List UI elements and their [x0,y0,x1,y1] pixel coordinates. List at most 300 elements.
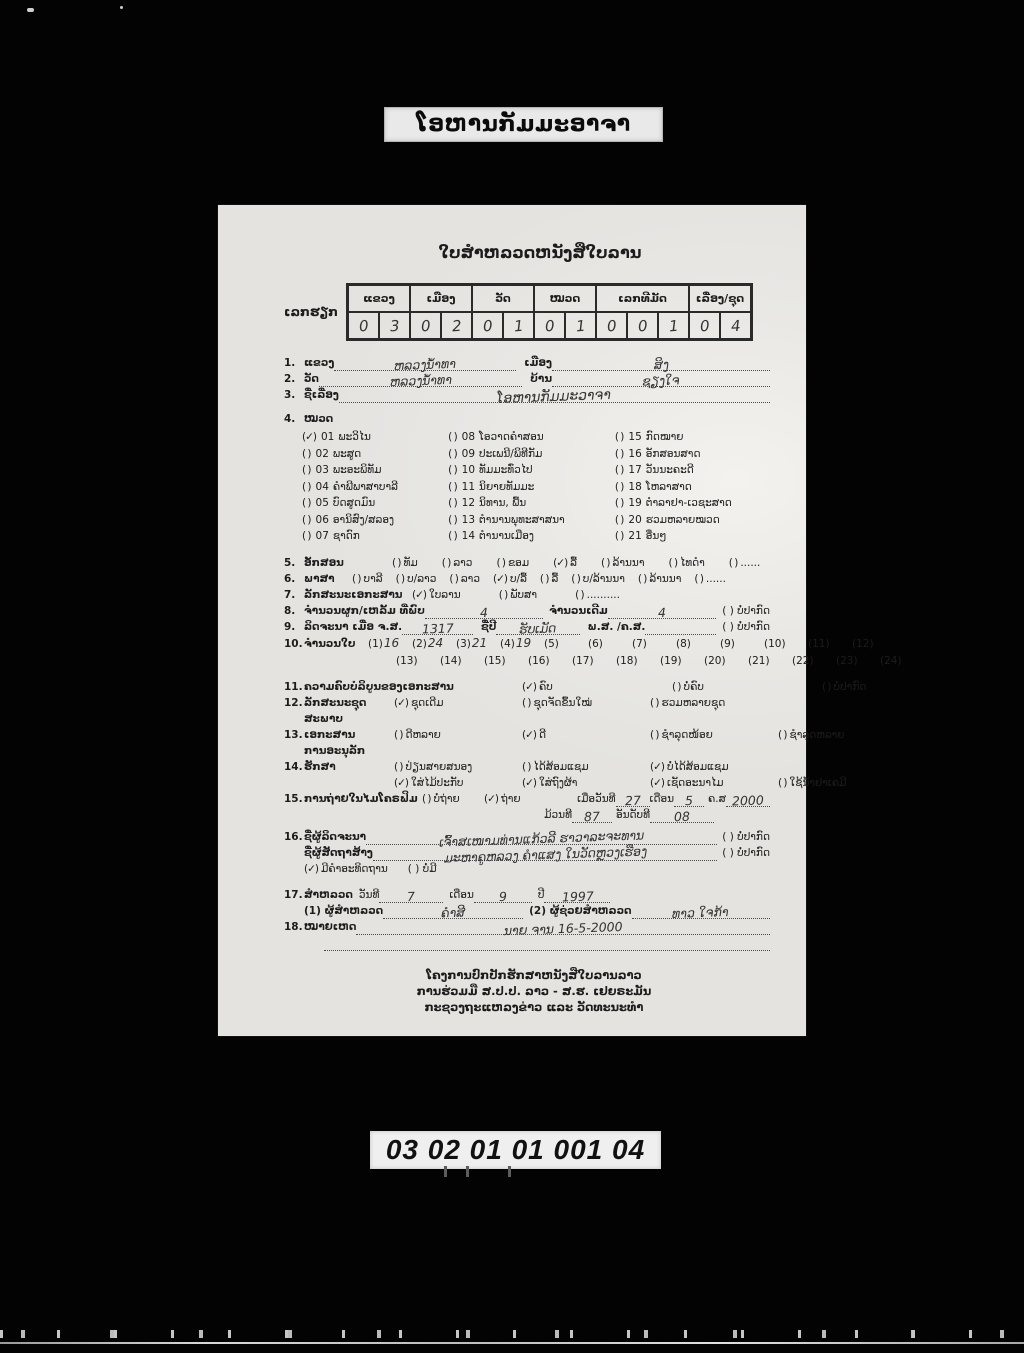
leaf-slot-number: (2) [412,637,427,650]
preservation-options-row1 [394,759,778,775]
category-name: ກົດໝາຍ [645,431,684,443]
survey-year-line [544,888,610,903]
category-number: 06 [315,513,329,526]
category-number: 03 [315,464,329,476]
line-number: 13. [284,728,303,741]
option-label: ໃຊ້ນ້ຳຢາເຄມີ [789,776,847,789]
category-number: 18 [628,480,642,493]
checkbox-mark: ( ) [601,556,610,569]
checkbox-mark: ( ) [668,556,678,569]
category-number: 15 [628,431,642,443]
line-number: 12. [284,696,303,709]
category-number: 07 [315,530,329,542]
option-label: ໃສ່ໄມ້ປະກັບ [411,776,464,789]
option-label: ພັບສາ [510,588,538,601]
leaf-slot-number: (23) [836,654,858,667]
leaf-slots-row1 [368,635,896,652]
film-header-title: ໂອຫານກັມມະອາຈາ [416,112,631,137]
call-number-digit-row [348,312,751,339]
checkbox-mark: ( ) [650,728,659,741]
category-name: ໂອວາດຄຳສອນ [479,431,544,443]
category-item [302,528,448,545]
category-item [302,495,448,512]
field-temple [218,371,806,390]
checkbox-mark: ( ) [728,556,738,569]
category-name: ພະອະພິທັມ [332,464,382,476]
option [778,727,906,743]
option [392,555,418,571]
checkbox-mark: (✓) [304,862,318,875]
field-leaf-count [218,635,874,652]
category-name: ຕຳລາຢາ-ເວຊະສາດ [645,497,732,509]
language-options [352,571,770,587]
call-number-header-row [348,285,751,312]
village-label: ບ້ານ [530,373,552,385]
leaf-slot [632,635,676,652]
film-year-line [726,792,770,807]
checkbox-mark: ( ) [614,464,624,476]
category-item [448,495,615,512]
leaf-slot-number: (6) [588,637,603,650]
field-copy-date [218,619,806,635]
leaf-slot-number: (17) [572,654,594,667]
option [638,571,682,587]
leaf-slot [544,635,588,652]
checkbox-mark: ( ) [422,792,431,805]
not-found-option: ( ) ບໍ່ປາກົດ [722,620,770,633]
leaf-slot [484,652,528,669]
footer-ministry-line: ກະຊວງຖະແຫລງຂ່າວ ແລະ ວັດທະນະທຳ [424,999,644,1014]
leaf-slot-number: (21) [748,654,770,667]
field-script [218,555,806,571]
category-item [448,512,615,529]
checkbox-mark: ( ) [302,447,311,460]
fascicle-original-label: ຈຳນວນເດີມ [549,604,608,617]
checkbox-mark: ( ) [650,696,659,709]
script-label: ອັກສອນ [304,556,344,569]
line-number: 2. [284,373,296,385]
copy-date-label: ລິດຈະນາ ເມື່ອ ຈ.ສ. [304,620,403,633]
leaf-slot [808,635,852,652]
checkbox-mark: (✓) [412,588,426,601]
leaf-slot [704,652,748,669]
condition-label: ສະພາບເອກະສານ [304,712,356,741]
district-value-line [552,356,770,371]
category-item [448,462,615,479]
category-checkbox-grid [302,429,782,545]
category-name: ນິທານ, ພື້ນ [479,497,527,509]
field-preservation-row2 [218,775,847,791]
checkbox-mark: ( ) [449,572,458,585]
option [694,571,726,587]
leaf-slot [528,652,572,669]
option [522,759,650,775]
preservation-label: ການອະນຸລັກຮັກສາ [304,744,366,773]
option-label: ຮວມຫລາຍຊຸດ [661,696,726,709]
category-name: ປະເພນີ/ພິທີກັມ [479,447,543,460]
leaf-slot-number: (1) [368,637,383,650]
option-label: ບາລີ [363,572,383,585]
leaf-slot [880,652,924,669]
scribe-value-line [366,826,717,850]
call-number-digit-cell [565,312,596,339]
leaf-slot-number: (22) [792,654,814,667]
checkbox-mark: ( ) [539,572,549,585]
scribe-label: ຊື່ຜູ້ລິດຈະນາ [304,830,367,843]
option [522,679,672,695]
option [669,555,705,571]
district-value: ສິງ [653,356,669,373]
fascicle-found-label: ຈຳນວນຜູກ/ເຫລັ້ມ ທີ່ພົບ [304,604,425,617]
completeness-options [522,679,972,695]
story-title-value-line [339,387,770,407]
option [449,571,480,587]
option [601,555,645,571]
checkbox-mark: ( ) [496,556,505,569]
option-label: ຊຸດຈັດຂຶ້ນໃໝ່ [533,696,592,709]
leaf-slot-number: (10) [764,637,786,650]
film-code-strip [370,1131,661,1169]
sponsor-label: ຊື່ຜູ້ສັດຖາສ້າງ [304,846,373,859]
leaf-slot [440,652,484,669]
call-number-digit-cell [658,312,689,339]
leaf-slot-value: 24 [427,635,444,650]
call-number-digit-cell [720,312,751,339]
leaf-slot-number: (18) [616,654,638,667]
field-set-type [218,695,806,711]
call-number-digit-cell [410,312,441,339]
checkbox-mark: ( ) [571,572,580,585]
option [650,727,778,743]
call-number-column-header: ເລກທີມັດ [596,285,689,312]
category-name: ອັກສອນສາດ [645,447,701,460]
fascicle-original-line [608,604,717,619]
prayer-label: ມີຄຳອະທິດຖານ [321,862,388,875]
leaf-slot-number: (3) [456,637,471,650]
village-value: ຊຽງໃຈ [641,372,681,389]
checkbox-mark: ( ) [672,680,681,693]
film-month: 5 [684,792,694,808]
film-dust-speck [120,6,123,9]
checkbox-mark: ( ) [778,728,787,741]
handwritten-digit: 0 [358,316,369,335]
leaf-slot-value: 19 [515,635,532,650]
option [484,791,546,807]
checkbox-mark: (✓) [650,776,664,789]
checkbox-mark: ( ) [448,513,457,526]
line-number: 1. [284,357,296,369]
assistant-label: (2) ຜູ້ຊ່ວຍສຳຫລວດ [529,904,632,917]
form-title: ໃບສຳຫລວດຫນັງສືໃບລານ [438,243,642,262]
year-name-value: ຮັບເມັດ [519,619,557,637]
option-label: ຖ່າຍ [501,792,521,805]
handwritten-digit: 4 [730,316,741,335]
field-leaf-count-row2 [218,652,902,669]
set-type-label: ລັກສະນະຊຸດ [304,696,367,709]
leaf-slot-number: (4) [500,637,515,650]
leaf-slot-number: (9) [720,637,735,650]
category-item [615,462,782,479]
film-code-text: 03 02 01 01 001 04 [385,1134,646,1165]
handwritten-digit: 0 [699,316,710,335]
survey-year-label: ປີ [537,888,545,901]
field-story-title [218,387,806,407]
checkbox-mark: (✓) [553,556,568,569]
option [650,775,778,791]
option-label: .......... [586,588,620,601]
option-label: ໃສ່ຖົງຜ້າ [539,776,578,789]
handwritten-digit: 1 [668,316,679,335]
film-month-label: ເດືອນ [649,792,675,805]
survey-year: 1997 [561,887,594,905]
survey-day-label: ວັນທີ [358,888,380,901]
checkbox-mark: ( ) [302,513,311,526]
village-value-line [552,372,770,387]
checkbox-mark: ( ) [614,480,624,493]
option-label: ເຊັດອະນາໄມ [667,776,724,789]
call-number-table [346,283,753,341]
leaf-slot [368,635,412,652]
call-number-digit-cell [503,312,534,339]
remarks-label: ໝາຍເຫດ [304,920,357,933]
not-found-option: ( ) ບໍ່ປາກົດ [722,846,770,859]
checkbox-mark: ( ) [448,447,457,460]
remarks-value: ນາຍ ຈານ 16-5-2000 [503,918,623,938]
film-year: 2000 [731,791,765,809]
checkbox-mark: ( ) [448,480,457,493]
checkbox-mark: ( ) [694,572,703,585]
leaf-slot [720,635,764,652]
line-number: 3. [284,389,296,401]
checkbox-mark: ( ) [614,530,624,542]
checkbox-mark: ( ) [614,431,624,443]
survey-form-sheet [218,205,902,1036]
completeness-label: ຄວາມຄົບບໍລິບູນຂອງເອກະສານ [304,680,454,693]
call-number-digit-cell [348,312,379,339]
microfilm-options [422,791,577,807]
option [394,695,522,711]
option [522,695,650,711]
fascicle-found-value: 4 [479,604,489,620]
checkbox-mark: ( ) [448,530,457,542]
checkbox-mark: (✓) [492,572,507,585]
footer-project-line: ໂຄງການປົກປັກຮັກສາຫນັງສືໃບລານລາວ [426,967,642,982]
call-number-digit-cell [534,312,565,339]
document-type-label: ລັກສະນະເອກະສານ [304,588,403,601]
fascicle-original-value: 4 [657,604,667,620]
checkbox-mark: ( ) [395,572,405,585]
condition-options [394,727,906,743]
option [493,571,527,587]
leaf-slot-number: (24) [880,654,902,667]
not-found-option: ( ) ບໍ່ປາກົດ [722,604,770,617]
microfilm-label: ການຖ່າຍໃນໄມໂຄຣຟິມ [304,792,418,805]
checkbox-mark: (✓) [302,431,316,443]
option-label: ລາວ [453,556,473,569]
checkbox-mark: ( ) [441,556,451,569]
year-name-line [496,620,579,635]
leaf-slot [852,635,896,652]
district-label: ເມືອງ [524,357,552,369]
category-number: 21 [628,530,642,542]
leaf-slot [836,652,880,669]
field-completeness [218,679,867,695]
option [522,727,650,743]
option-label: ບ/ລ້ານນາ [582,572,625,585]
option [672,679,822,695]
option-label: ຊຳລຸດຫລາຍ [789,728,845,741]
line-number: 15. [284,792,303,805]
film-tick [508,1166,511,1177]
language-label: ພາສາ [304,572,335,585]
option [553,555,577,571]
line-number: 18. [284,920,303,933]
category-number: 04 [315,480,329,493]
checkbox-mark: (✓) [650,760,664,773]
leaf-slot-number: (19) [660,654,682,667]
cs-year-value: 1317 [421,619,454,637]
checkbox-mark: ( ) [575,588,584,601]
call-number-label: ເລກຮຽກ [284,304,338,319]
option-label: ປ່ຽນສາຍສນອງ [405,760,473,773]
option-label: ຊຳລຸດໜ້ອຍ [661,728,713,741]
film-day-line [616,792,650,807]
option [575,587,620,603]
leaf-slot-number: (11) [808,637,830,650]
remarks-extra-dotted [324,936,770,951]
cs-year-line [402,620,473,635]
option-label: ດີຫລາຍ [405,728,441,741]
option [422,791,484,807]
checkbox-mark: (✓) [394,776,408,789]
option [540,571,558,587]
province-value: ຫລວງນໍ້າທາ [394,355,457,374]
film-header-card [384,107,663,142]
reel-line [572,808,612,823]
option-label: ຄົບ [539,680,553,693]
option-label: ...... [705,572,726,585]
leaf-count-label: ຈຳນວນໃບ [304,637,356,650]
option-label: ບ/ລາວ [407,572,437,585]
field-preservation [218,743,806,775]
be-ce-label: ພ.ສ. /ຄ.ສ. [587,620,646,633]
category-item [302,429,448,446]
checkbox-mark: ( ) [302,464,311,476]
field-fascicle-count [218,603,806,619]
line-number: 11. [284,680,303,693]
film-day: 27 [624,792,641,808]
story-title-label: ຊື່ເລື່ອງ [304,389,339,401]
survey-label: ສຳຫລວດ [304,888,353,901]
field-remarks [218,918,806,938]
call-number-block [284,283,806,341]
checkbox-mark: ( ) [302,530,311,542]
category-number: 13 [461,513,476,526]
call-number-digit-cell [472,312,503,339]
leaf-slot [660,652,704,669]
leaf-slot-number: (8) [676,637,691,650]
leaf-slot-number: (5) [544,637,559,650]
call-number-column-header: ແຂວງ [348,285,410,312]
surveyor-label: (1) ຜູ້ສຳຫລວດ [304,904,384,917]
handwritten-digit: 0 [420,316,431,335]
category-item [448,446,615,463]
field-condition [218,711,845,743]
handwritten-digit: 3 [389,316,400,335]
temple-value: ຫລວງນໍ້າທາ [389,371,452,390]
field-scribe [218,826,806,850]
call-number-digit-cell [627,312,658,339]
category-name: ນິຍາຍທັມມະ [479,480,535,493]
film-dust-speck [27,8,34,12]
handwritten-digit: 0 [637,316,648,335]
survey-month-line [474,888,532,903]
category-item [615,512,782,529]
checkbox-mark: ( ) [302,497,311,509]
leaf-slot [764,635,808,652]
field-microfilm-reel [218,807,806,823]
category-name: ບົດສູດມົນ [332,497,376,509]
line-number: 7. [284,588,296,601]
category-number: 20 [628,513,642,526]
option [412,587,461,603]
film-edge-line [0,1342,1024,1344]
survey-month-label: ເດືອນ [449,888,474,901]
checkbox-mark: ( ) [637,572,647,585]
option [396,571,437,587]
reel-label: ມ້ວນທີ [544,808,572,821]
checkbox-mark: ( ) [778,776,787,789]
category-item [615,528,782,545]
province-value-line [334,355,516,374]
option [394,759,522,775]
option-label: ລື້ [570,556,577,569]
category-name: ທັມມະທົ່ວໄປ [479,464,533,476]
order-line [650,808,714,823]
category-number: 19 [628,497,642,509]
category-number: 11 [461,480,476,493]
category-number: 10 [461,464,476,476]
checkbox-mark: (✓) [484,792,498,805]
surveyor-name: ຄຳສີ [440,904,466,920]
checkbox-mark: ( ) [392,556,401,569]
checkbox-mark: ( ) [614,447,624,460]
option-label: ບ/ລື້ [509,572,527,585]
leaf-slot-value: 16 [383,635,400,650]
option [822,679,972,695]
be-ce-line [645,620,716,635]
leaf-slot-number: (16) [528,654,550,667]
temple-value-line [319,371,522,390]
fascicle-found-line [425,604,543,619]
handwritten-digit: 1 [513,316,524,335]
checkbox-mark: ( ) [614,497,624,509]
category-item [302,479,448,496]
category-section-header [218,411,806,427]
not-found-option: ( ) ບໍ່ປາກົດ [722,830,770,843]
checkbox-mark: (✓) [522,776,536,789]
option [499,587,537,603]
film-edge-marks [0,1330,1024,1338]
call-number-column-header: ເລື່ອງ/ຊຸດ [689,285,751,312]
call-number-column-header: ໝວດ [534,285,596,312]
field-microfilm [218,791,806,807]
line-number: 14. [284,760,303,773]
sponsor-value-line [373,842,717,866]
option-label: ...... [740,556,761,569]
film-month-line [674,792,704,807]
checkbox-mark: (✓) [394,696,408,709]
